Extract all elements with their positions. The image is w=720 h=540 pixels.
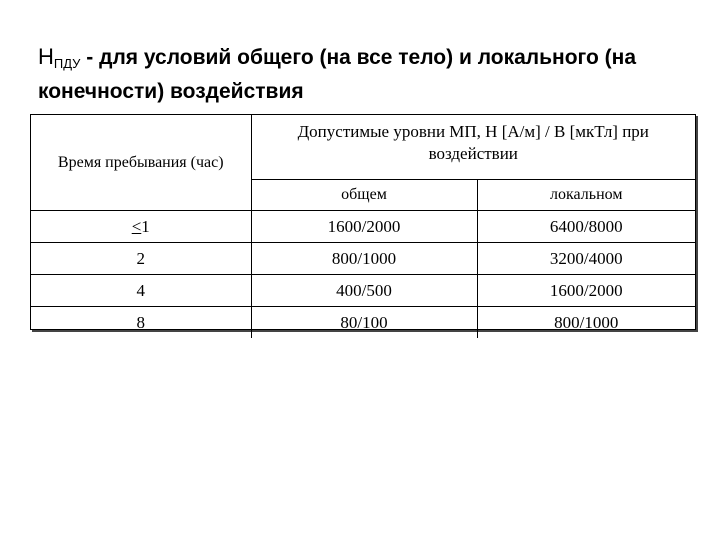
- header-general: общем: [251, 180, 477, 211]
- header-levels: Допустимые уровни МП, Н [А/м] / В [мкТл] при воздействии: [251, 115, 695, 180]
- table-row: [31, 275, 695, 307]
- title-text: - для условий общего (на все тело) и локального (на конечности) воздействия: [38, 46, 637, 103]
- cell-time: 2: [31, 243, 251, 275]
- cell-time: [31, 211, 251, 243]
- table-row: [31, 243, 695, 275]
- slide-title: [38, 40, 698, 109]
- cell-local: 800/1000: [477, 307, 695, 339]
- cell-general: 400/500: [251, 275, 477, 307]
- cell-time: 8: [31, 307, 251, 339]
- cell-general: 80/100: [251, 307, 477, 339]
- table-row: [31, 307, 695, 339]
- time-value: 1: [141, 216, 150, 236]
- cell-general: 1600/2000: [251, 211, 477, 243]
- exposure-limits-table: [30, 114, 696, 330]
- cell-local: 1600/2000: [477, 275, 695, 307]
- table-row: [31, 211, 695, 243]
- less-equal-symbol: <: [131, 216, 142, 236]
- title-symbol: H: [38, 44, 54, 69]
- table-header-row: [31, 115, 695, 180]
- header-local: локальном: [477, 180, 695, 211]
- header-time: Время пребывания (час): [31, 115, 251, 211]
- cell-time: 4: [31, 275, 251, 307]
- title-subscript: ПДУ: [53, 56, 81, 71]
- cell-general: 800/1000: [251, 243, 477, 275]
- cell-local: 6400/8000: [477, 211, 695, 243]
- cell-local: 3200/4000: [477, 243, 695, 275]
